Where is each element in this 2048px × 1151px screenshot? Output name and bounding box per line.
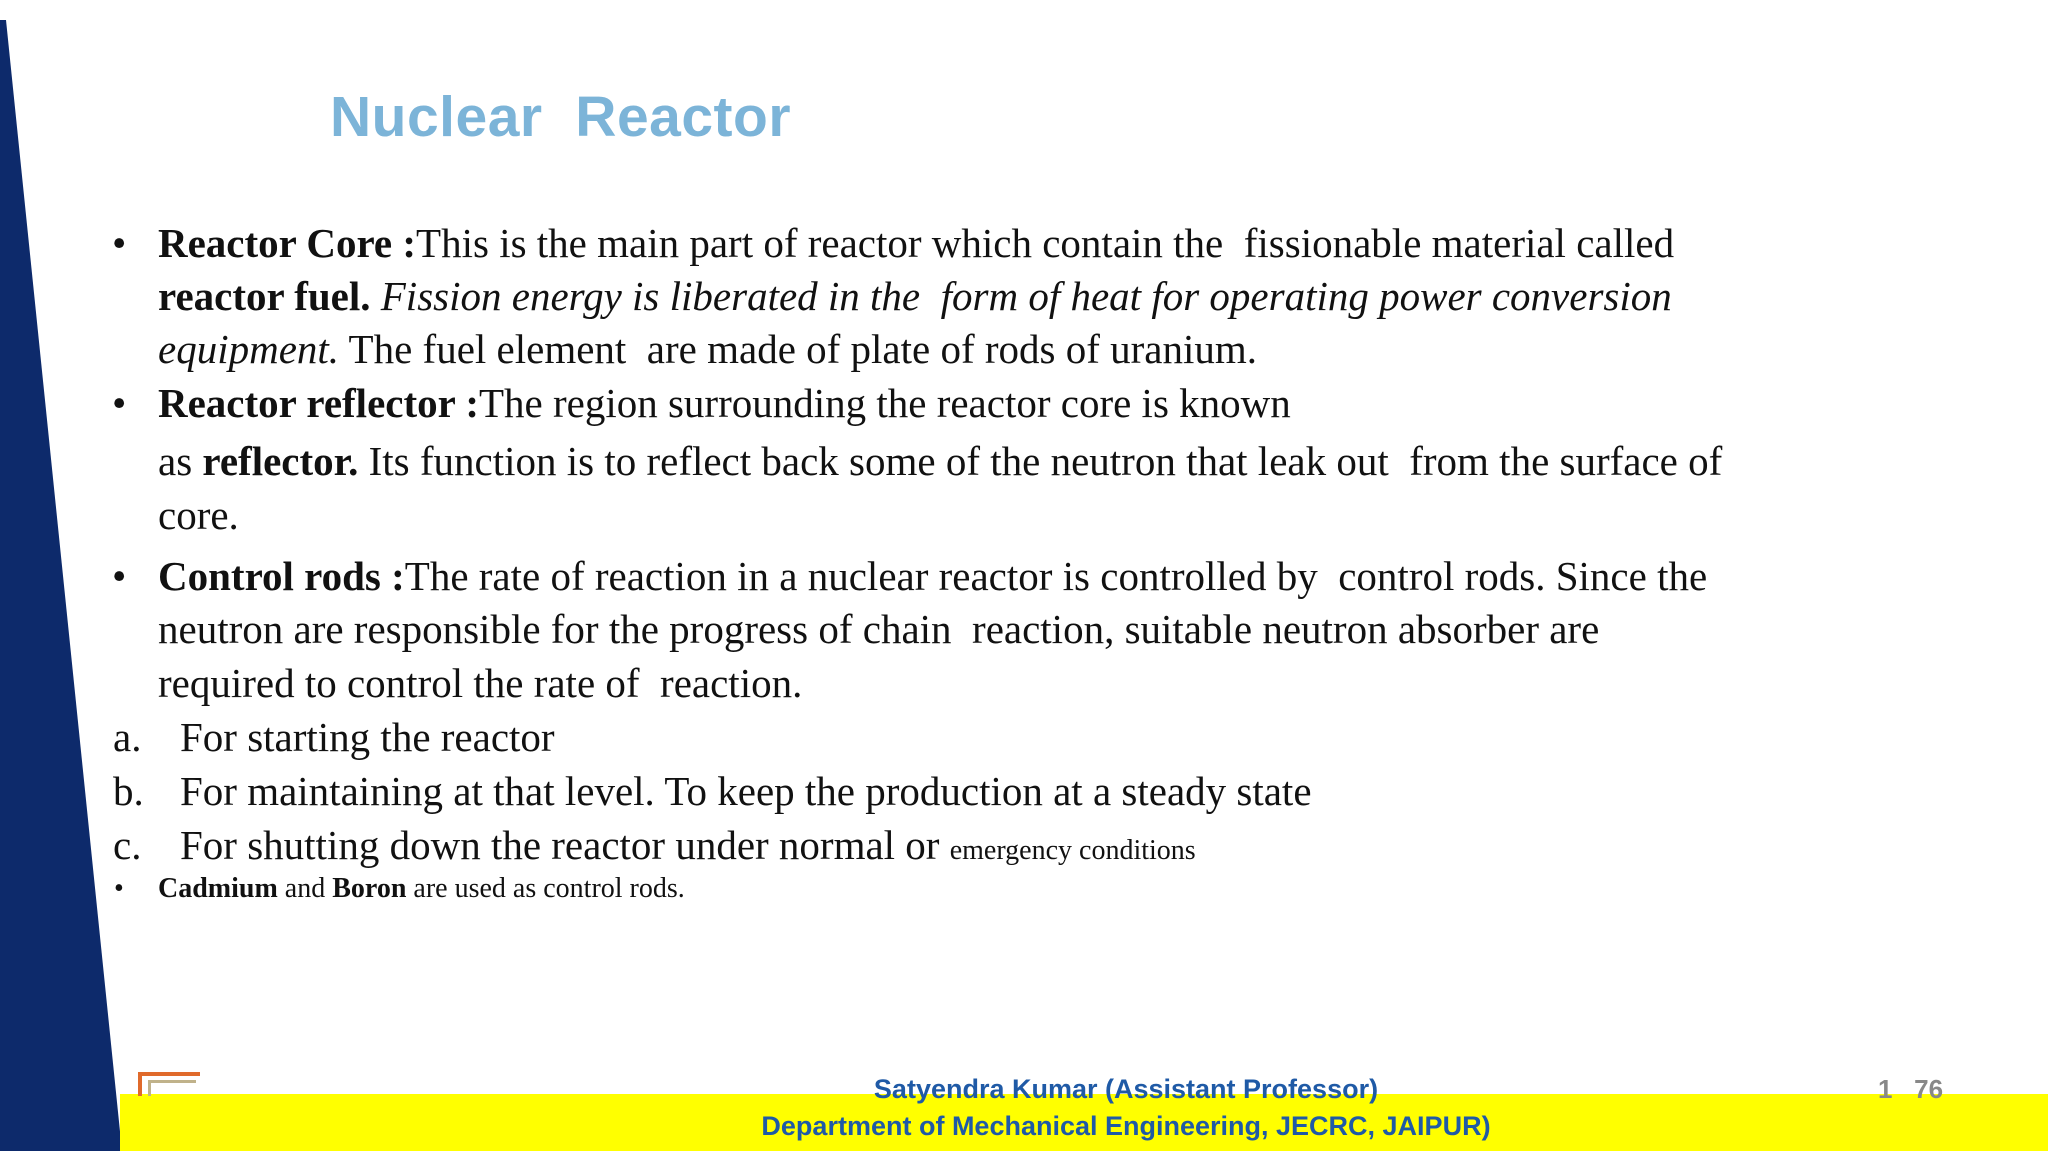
page-number: 1 76 [1878,1074,1944,1104]
bullet-dot: • [112,553,127,599]
control-rods-line-3: required to control the rate of reaction. [158,660,803,706]
list-item: For starting the reactor [180,714,555,760]
list-item: For maintaining at that level. To keep the production at a steady state [180,768,1312,814]
control-rods-line-2: neutron are responsible for the progress of chain reaction, suitable neutron absorber are [158,606,1600,652]
left-navy-wedge-decoration [0,0,130,1151]
list-marker: c. [113,822,142,868]
footer-department: Department of Mechanical Engineering, JECRC, JAIPUR) [761,1111,1491,1141]
list-item: For shutting down the reactor under normal or emergency conditions [180,822,1196,868]
reflector-label: Reactor reflector : [158,380,479,426]
bullet-dot: • [112,220,127,266]
reactor-core-line-3: equipment. The fuel element are made of plate of rods of uranium. [158,326,1258,372]
footer-author: Satyendra Kumar (Assistant Professor) [873,1074,1379,1104]
reactor-core-label: Reactor Core : [158,220,417,266]
bullet-dot: • [114,873,124,904]
reflector-line-3: core. [158,492,239,538]
control-rod-materials: Cadmium and Boron are used as control rods. [158,873,685,904]
control-rods-label: Control rods : [158,553,405,599]
reflector-line-2: as reflector. Its function is to reflect back some of the neutron that leak out from the surface of [158,438,1723,484]
reflector-line-1: Reactor reflector :The region surrounding the reactor core is known [158,380,1291,426]
reactor-core-line-1: Reactor Core :This is the main part of reactor which contain the fissionable material called [158,220,1675,266]
control-rods-line-1: Control rods :The rate of reaction in a nuclear reactor is controlled by control rods. Since the [158,553,1708,599]
list-marker: a. [113,714,142,760]
reactor-core-line-2: reactor fuel. Fission energy is liberated in the form of heat for operating power conversion [158,273,1672,319]
slide-title: Nuclear Reactor [330,85,792,149]
list-marker: b. [113,768,144,814]
bullet-dot: • [112,380,127,426]
